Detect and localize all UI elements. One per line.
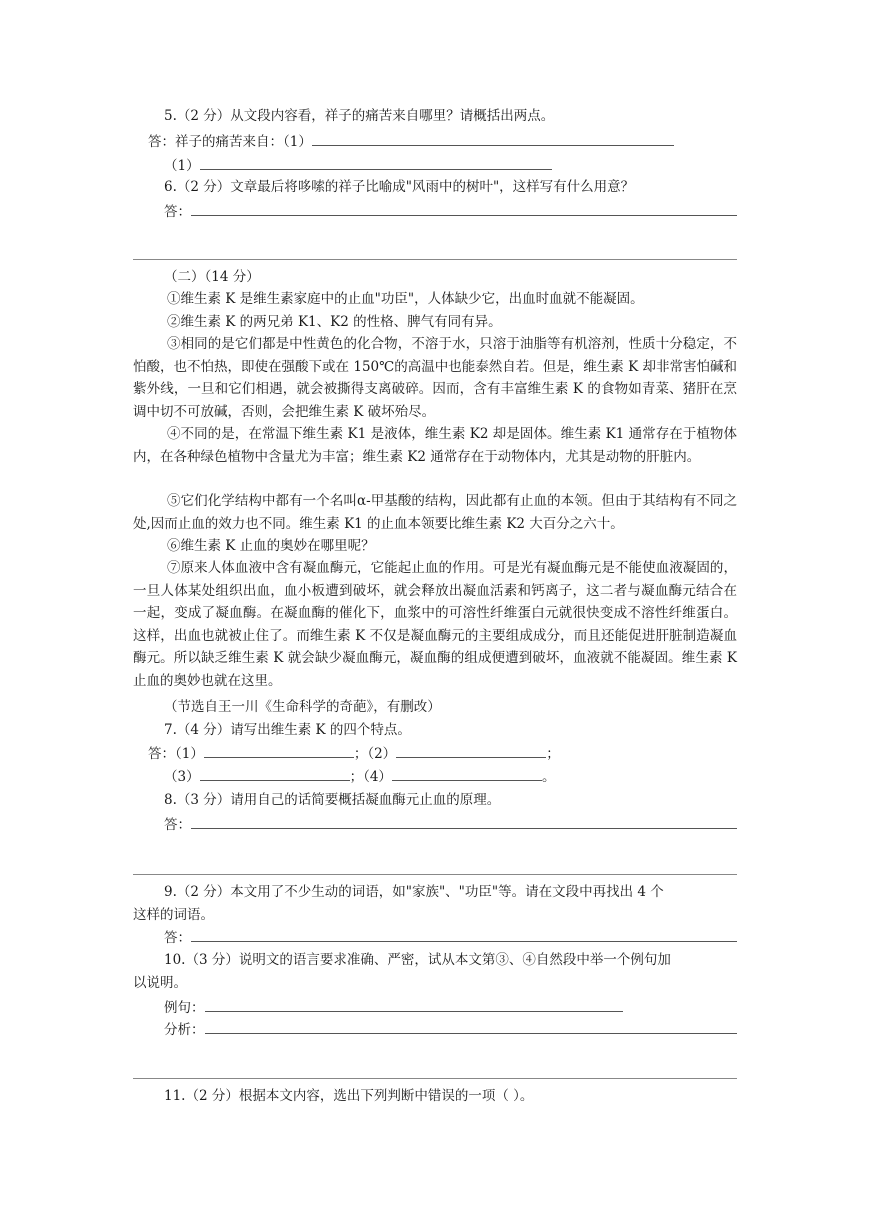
q10-example-label: 例句： (164, 1000, 205, 1016)
q10-analysis-line (164, 1019, 737, 1040)
q8-question: 8.（3 分）请用自己的话简要概括凝血酶元止血的原理。 (164, 792, 501, 808)
q8-answer-rule[interactable] (133, 874, 737, 875)
q10-analysis-blank[interactable] (205, 1019, 737, 1034)
q6-answer-blank[interactable] (191, 201, 737, 216)
q5-answer-line1 (148, 131, 674, 152)
q5-question: 5.（2 分）从文段内容看，祥子的痛苦来自哪里？请概括出两点。 (164, 108, 555, 124)
passage-paragraph-3: ③相同的是它们都是中性黄色的化合物，不溶于水，只溶于油脂等有机溶剂，性质十分稳定，不怕酸，也不怕热，即使在强酸下或在 150℃的高温中也能泰然自若。但是，维生素 K 却非常害怕碱和紫外线，一旦和它们相遇，就会被撕得支离破碎。因而，含有丰富维生素 K 的食物如青菜、猪肝在烹调中切不可放碱，否则，会把维生素 K 破坏殆尽。 (133, 336, 737, 420)
q6-question: 6.（2 分）文章最后将哆嗦的祥子比喻成"风雨中的树叶"，这样写有什么用意？ (164, 179, 635, 195)
q7-answer-blank-3[interactable] (200, 766, 350, 781)
q5-answer-blank-1[interactable] (312, 131, 674, 146)
q9-answer-line (164, 927, 737, 948)
passage-paragraph-5: ⑤它们化学结构中都有一个名叫α-甲基酸的结构，因此都有止血的本领。但由于其结构有不同之处,因而止血的效力也不同。维生素 K1 的止血本领要比维生素 K2 大百分之六十。 (133, 493, 737, 532)
q5-item2-label: （1） (164, 158, 200, 174)
q7-answer-label-3: （3） (164, 769, 200, 785)
passage-paragraph-6: ⑥维生素 K 止血的奥妙在哪里呢？ (167, 538, 375, 554)
passage-paragraph-1: ①维生素 K 是维生素家庭中的止血"功臣"，人体缺少它，出血时血就不能凝固。 (167, 291, 644, 307)
q7-answer-label-1: 答：（1） (148, 746, 204, 762)
q7-answer-blank-1[interactable] (204, 743, 354, 758)
q10-analysis-label: 分析： (164, 1022, 205, 1038)
passage-paragraph-7: ⑦原来人体血液中含有凝血酶元，它能起止血的作用。可是光有凝血酶元是不能使血液凝固的，一旦人体某处组织出血，血小板遭到破坏，就会释放出凝血活素和钙离子，这二者与凝血酶元结合在一起，变成了凝血酶。在凝血酶的催化下，血浆中的可溶性纤维蛋白元就很快变成不溶性纤维蛋白。这样，出血也就被止住了。而维生素 K 不仅是凝血酶元的主要组成成分，而且还能促进肝脏制造凝血酶元。所以缺乏维生素 K 就会缺少凝血酶元，凝血酶的组成便遭到破坏，血液就不能凝固。维生素 K 止血的奥妙也就在这里。 (133, 560, 737, 689)
q7-question: 7.（4 分）请写出维生素 K 的四个特点。 (164, 722, 411, 738)
q7-sep-4: ；（4） (349, 769, 392, 785)
q10-example-blank[interactable] (205, 997, 623, 1012)
q7-answer-row2 (164, 766, 555, 787)
q7-end-2: 。 (541, 769, 556, 785)
passage-source: （节选自王一川《生命科学的奇葩》，有删改） (164, 699, 441, 715)
q10-answer-rule[interactable] (133, 1078, 737, 1079)
q10-example-line (164, 997, 623, 1018)
q7-answer-blank-2[interactable] (396, 743, 546, 758)
q6-answer-rule[interactable] (133, 259, 737, 260)
q11-question: 11.（2 分）根据本文内容，选出下列判断中错误的一项（ ）。 (164, 1088, 534, 1104)
q10-question-line1: 10.（3 分）说明文的语言要求准确、严密，试从本文第③、④自然段中举一个例句加 (164, 952, 671, 968)
section2-heading: （二）（14 分） (164, 269, 260, 285)
q9-question-line2: 这样的词语。 (133, 907, 214, 923)
q8-answer-label: 答： (164, 817, 191, 833)
q10-question-line2: 以说明。 (133, 975, 187, 991)
q7-answer-row1 (148, 743, 560, 764)
passage-paragraph-2: ②维生素 K 的两兄弟 K1、K2 的性格、脾气有同有异。 (167, 314, 502, 330)
q5-answer-prefix: 答：祥子的痛苦来自：（1） (148, 134, 312, 150)
q5-answer-line2 (164, 155, 552, 176)
q9-question-line1: 9.（2 分）本文用了不少生动的词语，如"家族"、"功臣"等。请在文段中再找出 4 个 (164, 884, 664, 900)
q7-end-1: ； (546, 746, 560, 762)
passage-paragraph-4: ④不同的是，在常温下维生素 K1 是液体，维生素 K2 却是固体。维生素 K1 通常存在于植物体内，在各种绿色植物中含量尤为丰富；维生素 K2 通常存在于动物体内，尤其是动物的肝脏内。 (133, 426, 737, 465)
q6-answer-line (164, 201, 737, 222)
q8-answer-blank[interactable] (191, 814, 737, 829)
q6-answer-label: 答： (164, 204, 191, 220)
q9-answer-blank[interactable] (191, 927, 737, 942)
q8-answer-line (164, 814, 737, 835)
q9-answer-label: 答： (164, 930, 191, 946)
q7-sep-2: ；（2） (353, 746, 397, 762)
q5-answer-blank-2[interactable] (200, 155, 552, 170)
q7-answer-blank-4[interactable] (392, 766, 542, 781)
